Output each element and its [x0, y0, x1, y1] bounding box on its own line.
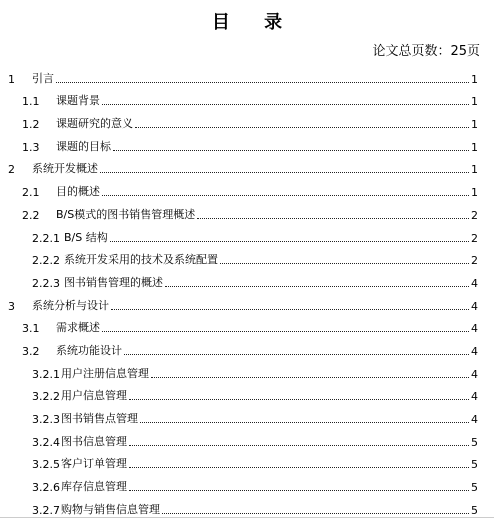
- toc-page: 2: [471, 254, 478, 268]
- toc-number: 3.2.1: [32, 367, 60, 381]
- toc-entry[interactable]: [0, 381, 494, 404]
- toc-page: 4: [471, 344, 478, 358]
- toc-number: 1.2: [22, 118, 40, 132]
- dot-leader: [165, 285, 469, 287]
- toc-entry[interactable]: [0, 154, 494, 177]
- toc-entry[interactable]: [0, 449, 494, 472]
- toc-entry[interactable]: [0, 63, 494, 86]
- dot-leader: [197, 217, 469, 219]
- toc-number: 3.1: [22, 322, 40, 336]
- toc-label: 用户注册信息管理: [61, 366, 149, 380]
- toc-page: 1: [471, 118, 478, 132]
- toc-entry[interactable]: [0, 290, 494, 313]
- dot-leader: [111, 308, 469, 310]
- dot-leader: [110, 240, 469, 242]
- table-of-contents: [0, 63, 494, 517]
- toc-label: 目的概述: [56, 185, 100, 199]
- toc-entry[interactable]: [0, 108, 494, 131]
- dot-leader: [129, 398, 469, 400]
- dot-leader: [100, 171, 469, 173]
- toc-page: 4: [471, 276, 478, 290]
- toc-label: 课题的目标: [56, 139, 111, 153]
- toc-page: 2: [471, 231, 478, 245]
- dot-leader: [56, 81, 469, 83]
- toc-page: 1: [471, 186, 478, 200]
- toc-label: 图书销售管理的概述: [64, 275, 163, 289]
- toc-entry[interactable]: [0, 131, 494, 154]
- toc-entry[interactable]: [0, 86, 494, 109]
- toc-number: 3.2.2: [32, 390, 60, 404]
- toc-label: 系统功能设计: [56, 343, 122, 357]
- toc-entry[interactable]: [0, 358, 494, 381]
- toc-label: 图书销售点管理: [61, 412, 138, 425]
- toc-number: 1.3: [22, 140, 40, 154]
- dot-leader: [124, 353, 469, 355]
- dot-leader: [162, 512, 469, 514]
- toc-entry[interactable]: [0, 267, 494, 290]
- toc-page: 1: [471, 163, 478, 177]
- toc-label: 课题研究的意义: [56, 117, 133, 131]
- dot-leader: [129, 489, 469, 491]
- toc-entry[interactable]: [0, 313, 494, 336]
- dot-leader: [102, 330, 469, 332]
- toc-label: 课题背景: [56, 94, 100, 108]
- toc-page: 4: [471, 322, 478, 336]
- toc-page: 1: [471, 95, 478, 109]
- toc-label: B/S 结构: [64, 230, 108, 244]
- dot-leader: [135, 126, 469, 128]
- toc-number: 2.2.3: [32, 276, 60, 290]
- page-bottom-edge: [0, 517, 494, 518]
- toc-page: 5: [471, 458, 478, 472]
- toc-number: 2.2: [22, 208, 40, 222]
- toc-entry[interactable]: [0, 494, 494, 517]
- toc-entry[interactable]: [0, 199, 494, 222]
- toc-page: 5: [471, 503, 478, 517]
- toc-label: 系统分析与设计: [32, 298, 109, 312]
- toc-label: 引言: [32, 71, 54, 85]
- toc-label: 系统开发概述: [32, 162, 98, 176]
- toc-entry[interactable]: [0, 245, 494, 268]
- toc-number: 2.1: [22, 186, 40, 200]
- toc-page: 4: [471, 390, 478, 404]
- dot-leader: [129, 444, 469, 446]
- toc-entry[interactable]: [0, 335, 494, 358]
- toc-page: 4: [471, 299, 478, 313]
- toc-label: 购物与销售信息管理: [61, 502, 160, 516]
- toc-number: 1.1: [22, 95, 40, 109]
- toc-entry[interactable]: [0, 403, 494, 426]
- toc-number: 3.2.7: [32, 503, 60, 517]
- toc-title: 目 录: [211, 12, 297, 33]
- toc-label: 系统开发采用的技术及系统配置: [64, 253, 218, 267]
- toc-page: 1: [471, 72, 478, 86]
- toc-entry[interactable]: [0, 426, 494, 449]
- toc-entry[interactable]: [0, 471, 494, 494]
- toc-label: 库存信息管理: [61, 480, 127, 494]
- toc-number: 3: [8, 299, 15, 313]
- dot-leader: [102, 194, 469, 196]
- total-pages-note: 论文总页数：25页: [372, 44, 480, 59]
- dot-leader: [102, 103, 469, 105]
- dot-leader: [140, 421, 469, 423]
- toc-number: 3.2: [22, 344, 40, 358]
- dot-leader: [113, 149, 469, 151]
- toc-number: 3.2.6: [32, 481, 60, 495]
- toc-page: 4: [471, 367, 478, 381]
- toc-entry[interactable]: [0, 222, 494, 245]
- toc-page: 5: [471, 435, 478, 449]
- toc-number: 3.2.3: [32, 413, 60, 426]
- toc-number: 3.2.5: [32, 458, 60, 472]
- toc-page: 1: [471, 140, 478, 154]
- toc-label: 图书信息管理: [61, 434, 127, 448]
- dot-leader: [129, 466, 469, 468]
- dot-leader: [151, 376, 469, 378]
- toc-label: 用户信息管理: [61, 389, 127, 403]
- toc-label: 客户订单管理: [61, 457, 127, 471]
- toc-page: 2: [471, 208, 478, 222]
- toc-number: 2.2.1: [32, 231, 60, 245]
- toc-number: 2.2.2: [32, 254, 60, 268]
- toc-label: 需求概述: [56, 321, 100, 335]
- toc-number: 2: [8, 163, 15, 177]
- toc-page: 4: [471, 413, 478, 426]
- toc-label: B/S模式的图书销售管理概述: [56, 207, 196, 221]
- toc-page: 5: [471, 481, 478, 495]
- toc-number: 1: [8, 72, 15, 86]
- toc-entry[interactable]: [0, 176, 494, 199]
- toc-number: 3.2.4: [32, 435, 60, 449]
- dot-leader: [220, 262, 469, 264]
